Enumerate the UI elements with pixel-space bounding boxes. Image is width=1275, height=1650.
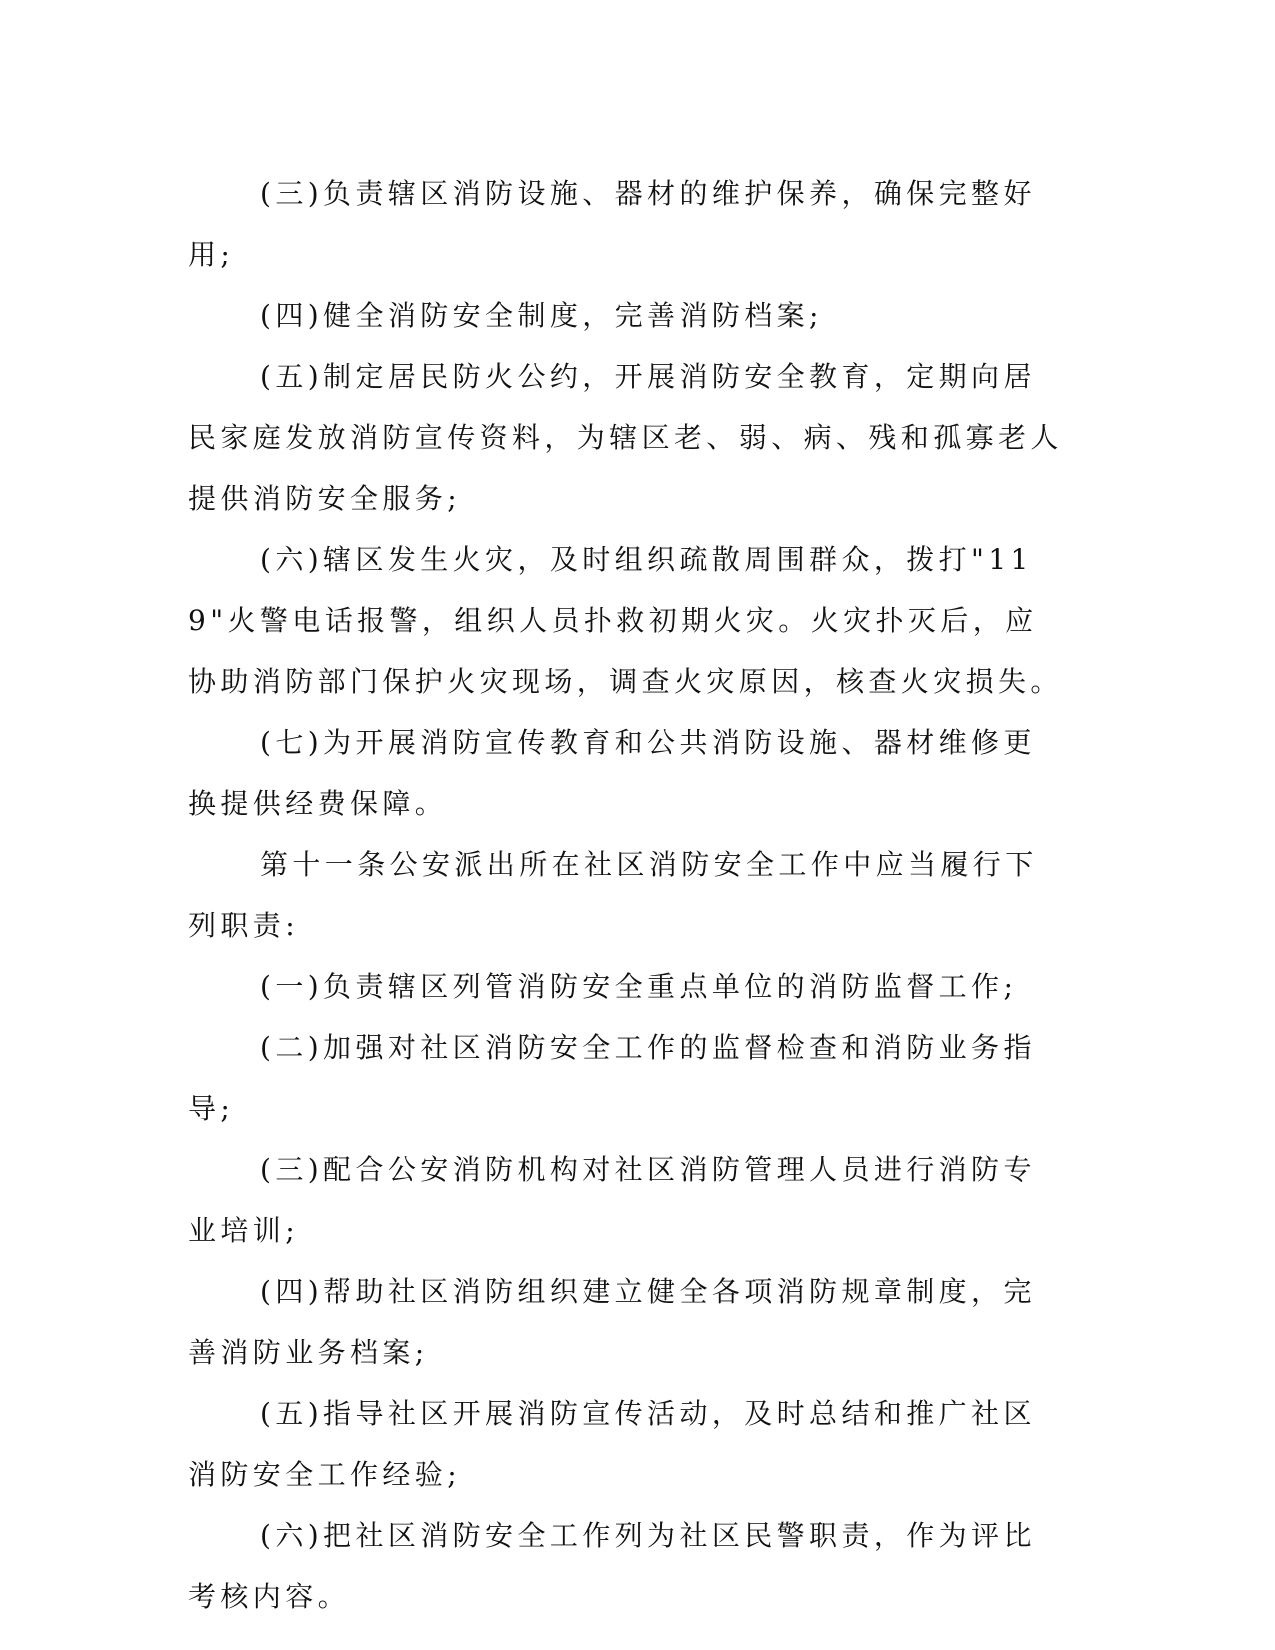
paragraph-8: (二)加强对社区消防安全工作的监督检查和消防业务指导; — [188, 1031, 1036, 1125]
paragraph-11: (五)指导社区开展消防宣传活动，及时总结和推广社区消防安全工作经验; — [188, 1397, 1036, 1491]
paragraph-7: (一)负责辖区列管消防安全重点单位的消防监督工作; — [260, 970, 1018, 1003]
paragraph-5: (七)为开展消防宣传教育和公共消防设施、器材维修更换提供经费保障。 — [188, 726, 1036, 820]
paragraph-2: (四)健全消防安全制度，完善消防档案; — [260, 299, 823, 332]
paragraph-1: (三)负责辖区消防设施、器材的维护保养，确保完整好用; — [188, 177, 1036, 271]
paragraph-6: 第十一条公安派出所在社区消防安全工作中应当履行下列职责: — [188, 848, 1038, 942]
paragraph-3: (五)制定居民防火公约，开展消防安全教育，定期向居民家庭发放消防宣传资料，为辖区老、弱、病、残和孤寡老人提供消防安全服务; — [188, 360, 1063, 515]
document-body — [188, 163, 1068, 1627]
paragraph-9: (三)配合公安消防机构对社区消防管理人员进行消防专业培训; — [188, 1153, 1036, 1247]
paragraph-4: (六)辖区发生火灾，及时组织疏散周围群众，拨打"119"火警电话报警，组织人员扑救初期火灾。火灾扑灭后，应协助消防部门保护火灾现场，调查火灾原因，核查火灾损失。 — [188, 543, 1063, 698]
paragraph-10: (四)帮助社区消防组织建立健全各项消防规章制度，完善消防业务档案; — [188, 1275, 1036, 1369]
paragraph-12: (六)把社区消防安全工作列为社区民警职责，作为评比考核内容。 — [188, 1519, 1036, 1613]
